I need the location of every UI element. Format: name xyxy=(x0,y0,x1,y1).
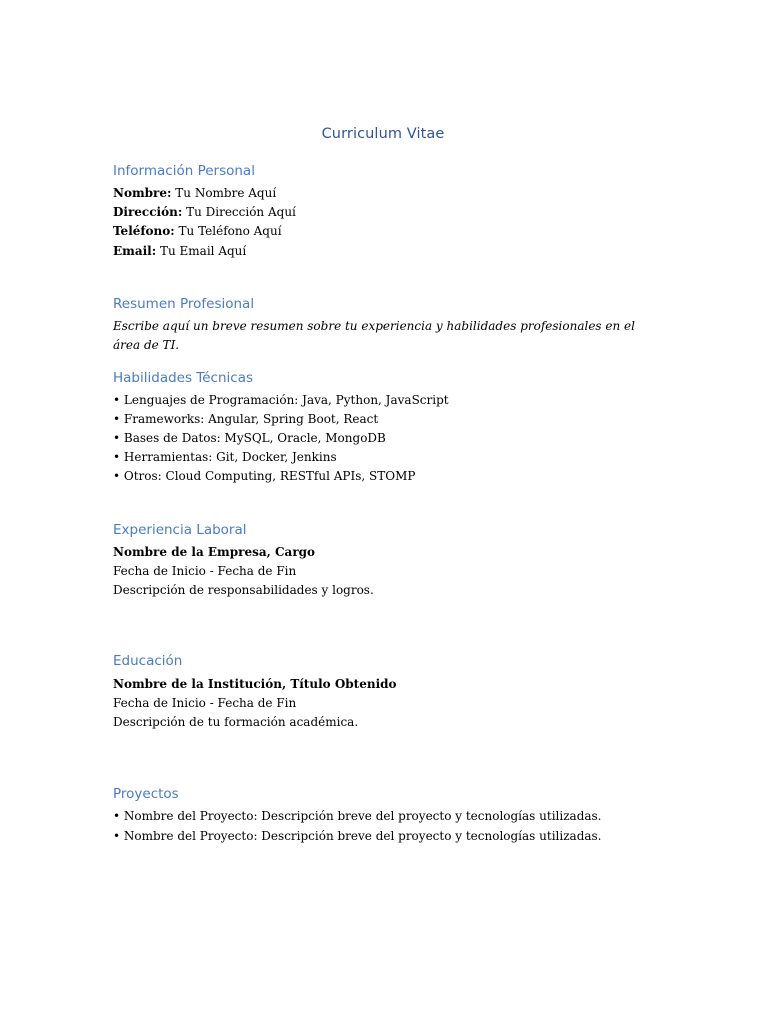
section-heading-personal: Información Personal xyxy=(113,163,255,179)
field-label: Email: xyxy=(113,244,157,258)
field-label: Nombre: xyxy=(113,186,172,200)
education-description: Descripción de tu formación académica. xyxy=(113,715,359,729)
skill-item: • Bases de Datos: MySQL, Oracle, MongoDB xyxy=(113,431,386,445)
skill-item: • Herramientas: Git, Docker, Jenkins xyxy=(113,450,337,464)
section-heading-education: Educación xyxy=(113,653,183,669)
project-item: • Nombre del Proyecto: Descripción breve del proyecto y tecnologías utilizadas. xyxy=(113,809,602,823)
experience-title xyxy=(113,543,315,562)
skill-item: • Otros: Cloud Computing, RESTful APIs, STOMP xyxy=(113,469,416,483)
experience-description: Descripción de responsabilidades y logros. xyxy=(113,583,374,597)
education-dates: Fecha de Inicio - Fecha de Fin xyxy=(113,696,297,710)
section-heading-projects: Proyectos xyxy=(113,786,179,802)
personal-field-name xyxy=(113,184,276,203)
field-value: Tu Email Aquí xyxy=(156,244,247,258)
field-value: Tu Nombre Aquí xyxy=(171,186,277,200)
personal-field-email xyxy=(113,242,246,261)
section-heading-summary: Resumen Profesional xyxy=(113,296,255,312)
section-heading-skills: Habilidades Técnicas xyxy=(113,370,254,386)
personal-field-phone xyxy=(113,222,282,241)
document-title: Curriculum Vitae xyxy=(321,126,445,142)
experience-title-text: Nombre de la Empresa, Cargo xyxy=(113,545,316,559)
field-label: Teléfono: xyxy=(113,224,175,238)
field-value: Tu Teléfono Aquí xyxy=(174,224,282,238)
experience-dates: Fecha de Inicio - Fecha de Fin xyxy=(113,564,297,578)
summary-text: Escribe aquí un breve resumen sobre tu experiencia y habilidades profesionales en el área de TI. xyxy=(113,319,635,352)
personal-field-address xyxy=(113,203,296,222)
field-label: Dirección: xyxy=(113,205,183,219)
section-heading-experience: Experiencia Laboral xyxy=(113,522,247,538)
skill-item: • Frameworks: Angular, Spring Boot, React xyxy=(113,412,379,426)
project-item: • Nombre del Proyecto: Descripción breve del proyecto y tecnologías utilizadas. xyxy=(113,829,602,843)
field-value: Tu Dirección Aquí xyxy=(182,205,296,219)
education-title-text: Nombre de la Institución, Título Obtenido xyxy=(113,677,397,691)
education-title xyxy=(113,675,397,694)
skill-item: • Lenguajes de Programación: Java, Python, JavaScript xyxy=(113,393,449,407)
